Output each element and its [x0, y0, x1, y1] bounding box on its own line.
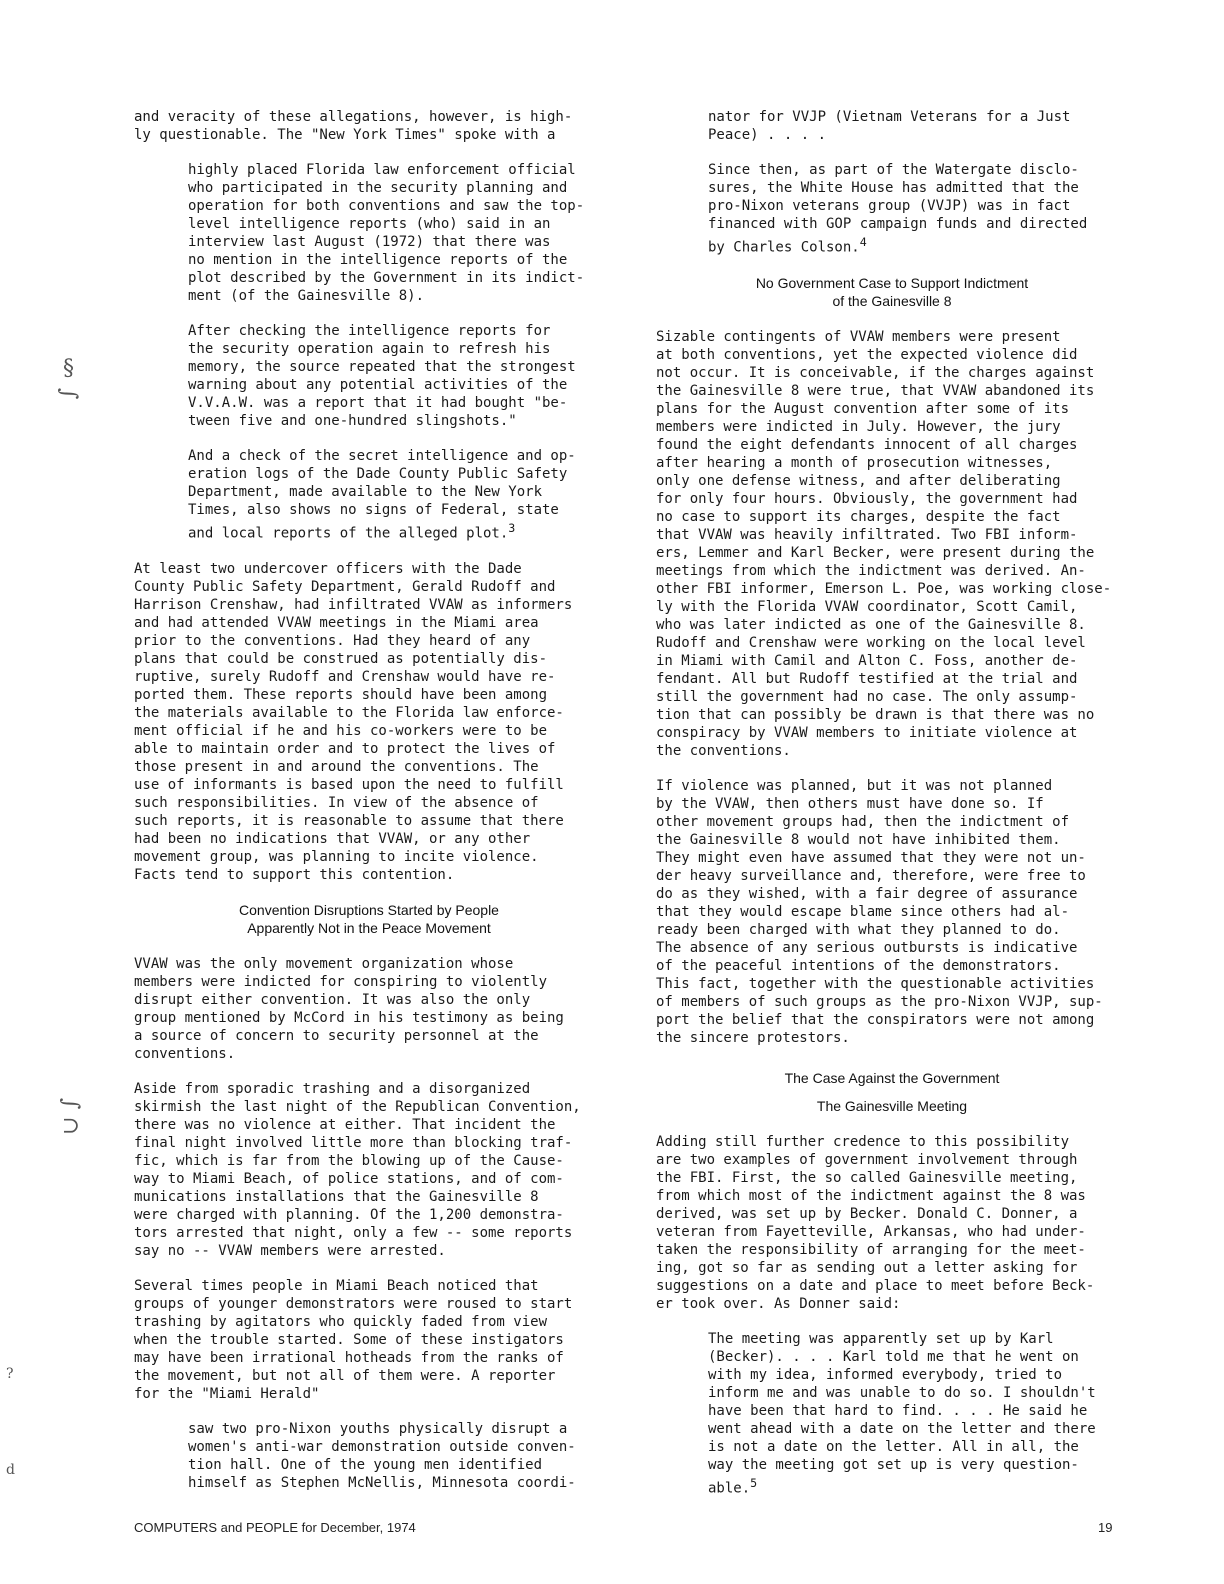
- left-paragraph-5: Several times people in Miami Beach noticed that groups of younger demonstrators were roused to start trashing by agitators who quickly faded from view when the trouble started. Some of these instigators may have been irrational hotheads from the ranks of the movement, but not all of them were. A reporter for the "Miami Herald": [134, 1277, 573, 1402]
- right-paragraph-2: If violence was planned, but it was not planned by the VVAW, then others must have done so. If other movement groups had, then the indictment of the Gainesville 8 would not have inhibited them. They might even have assumed that they were not un- der heavy surveillance and, therefore, were free to do as they wished, with a fair degree of assurance that they would escape blame since others had al- ready been charged with what they planned to do. The absence of any serious outbursts is indicative of the peaceful intentions of the demonstrators. This fact, together with the questionable activities of members of such groups as the pro-Nixon VVJP, sup- port the belief that the conspirators were not among the sincere protestors.: [656, 777, 1103, 1046]
- right-column: [656, 108, 1128, 1497]
- left-paragraph-3: VVAW was the only movement organization whose members were indicted for conspiring to violently disrupt either convention. It was also the only group mentioned by McCord in his testimony as being a source of concern to security personnel at the conventions.: [134, 955, 564, 1062]
- margin-mark-question: ?: [6, 1366, 14, 1382]
- right-paragraph-3: Adding still further credence to this possibility are two examples of government involvement through the FBI. First, the so called Gainesville meeting, from which most of the indictment against the 8 was derived, was set up by Becker. Donald C. Donner, a veteran from Fayetteville, Arkansas, who had under- taken the responsibility of arranging for the meet- ing, got so far as sending out a letter asking for suggestions on a date and place to meet before Beck- er took over. As Donner said:: [656, 1133, 1095, 1312]
- margin-mark-d: d: [6, 1462, 15, 1478]
- footer-page-number: 19: [1098, 1520, 1113, 1535]
- left-paragraph-1: and veracity of these allegations, however, is high- ly questionable. The "New York Times" spoke with a: [134, 109, 573, 143]
- left-blockquote-3: [188, 447, 604, 543]
- right-paragraph-1: Sizable contingents of VVAW members were present at both conventions, yet the expected violence did not occur. It is conceivable, if the charges against the Gainesville 8 were true, that VVAW abandoned its plans for the August convention after some of its members were indicted in July. However, the jury found the eight defendants innocent of all charges after hearing a month of prosecution witnesses, only one defense witness, and after deliberating for only four hours. Obviously, the government had no case to support its charges, despite the fact that VVAW was heavily infiltrated. Two FBI inform- ers, Lemmer and Karl Becker, were present during the meetings from which the indictment was derived. An- other FBI informer, Emerson L. Poe, was working close- ly with the Florida VVAW coordinator, Scott Camil, who was later indicted as one of the Gainesville 8. Rudoff and Crenshaw were working on the local level in Miami with Camil and Alton C. Foss, another de- fendant. All but Rudoff testified at the trial and still the government had no case. The only assump- tion that can possibly be drawn is that there was no conspiracy by VVAW members to initiate violence at the conventions.: [656, 328, 1112, 759]
- right-blockquote-3-text: The meeting was apparently set up by Karl (Becker). . . . Karl told me that he went on with my idea, informed everybody, tried to inform me and was unable to do so. I shouldn't have been that hard to find. . . . He said he went ahead with a date on the letter and there is not a date on the letter. All in all, the way the meeting got set up is very question- able.: [708, 1330, 1096, 1497]
- left-column: [134, 108, 604, 1492]
- subheading-gainesville-meeting: The Gainesville Meeting: [816, 1097, 968, 1114]
- binding-hole-mark-2: ∫ ∩: [58, 1098, 83, 1135]
- footnote-5: 5: [750, 1475, 758, 1490]
- right-blockquote-3: [708, 1330, 1128, 1498]
- section-heading-no-government-case: No Government Case to Support Indictment of the Gainesville 8: [755, 274, 1029, 309]
- footer-publication: COMPUTERS and PEOPLE for December, 1974: [134, 1520, 416, 1535]
- section-heading-convention-disruptions: Convention Disruptions Started by People Apparently Not in the Peace Movement: [239, 901, 499, 936]
- binding-hole-mark-1: § ∫: [56, 356, 81, 400]
- section-heading-case-against-government: The Case Against the Government: [784, 1069, 1000, 1086]
- left-blockquote-1: highly placed Florida law enforcement official who participated in the security planning and operation for both conventions and saw the top- level intelligence reports (who) said in an interview last August (1972) that there was no mention in the intelligence reports of the plot described by the Government in its indict- ment (of the Gainesville 8).: [188, 162, 585, 304]
- footnote-4: 4: [859, 235, 867, 249]
- left-paragraph-4: Aside from sporadic trashing and a disorganized skirmish the last night of the Republican Convention, there was no violence at either. That incident the final night involved little more than blocking traf- fic, which is far from the blowing up of the Cause- way to Miami Beach, of police stations, and of com- munications installations that the Gainesville 8 were charged with planning. Of the 1,200 demonstra- tors arrested that night, only a few -- some reports say no -- VVAW members were arrested.: [134, 1080, 581, 1259]
- right-blockquote-2-text: Since then, as part of the Watergate disclo- sures, the White House has admitted that the pro-Nixon veterans group (VVJP) was in fact financed with GOP campaign funds and directed by Charles Colson.: [708, 162, 1088, 256]
- left-blockquote-2: After checking the intelligence reports for the security operation again to refresh his memory, the source repeated that the strongest warning about any potential activities of the V.V.A.W. was a report that it had bought "be- tween five and one-hundred slingshots.": [188, 323, 576, 429]
- left-blockquote-4: saw two pro-Nixon youths physically disrupt a women's anti-war demonstration outside conven- tion hall. One of the young men identified himself as Stephen McNellis, Minnesota coordi-: [188, 1420, 576, 1491]
- right-blockquote-1: nator for VVJP (Vietnam Veterans for a Just Peace) . . . .: [708, 109, 1071, 143]
- left-blockquote-3-text: And a check of the secret intelligence and op- eration logs of the Dade County Public Safety Department, made available to the New York Times, also shows no signs of Federal, state and local reports of the alleged plot.: [188, 448, 576, 542]
- left-paragraph-2: At least two undercover officers with the Dade County Public Safety Department, Gerald Rudoff and Harrison Crenshaw, had infiltrated VVAW as informers and had attended VVAW meetings in the Miami area prior to the conventions. Had they heard of any plans that could be construed as potentially dis- ruptive, surely Rudoff and Crenshaw would have re- ported them. These reports should have been among the materials available to the Florida law enforce- ment official if he and his co-workers were to be able to maintain order and to protect the lives of those present in and around the conventions. The use of informants is based upon the need to fulfill such responsibilities. In view of the absence of such reports, it is reasonable to assume that there had been no indications that VVAW, or any other movement group, was planning to incite violence. Facts tend to support this contention.: [134, 560, 573, 883]
- footnote-3: 3: [508, 521, 516, 535]
- right-blockquote-2: [708, 161, 1128, 257]
